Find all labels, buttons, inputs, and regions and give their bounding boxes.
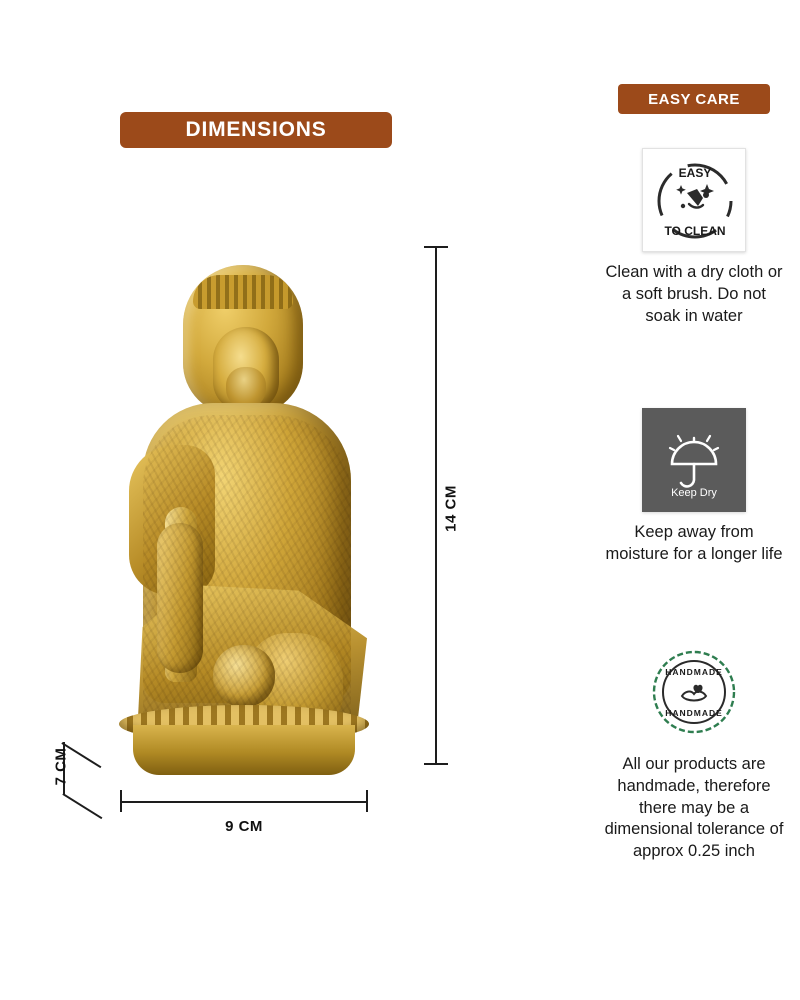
height-measurement-label: 14 CM: [442, 485, 460, 532]
easy-care-badge-label: EASY CARE: [648, 90, 740, 108]
width-measurement-label: 9 CM: [225, 818, 263, 835]
handmade-seal-icon: [642, 640, 746, 744]
care-item-caption: Keep away from moisture for a longer life: [605, 523, 783, 563]
dimensions-badge: [120, 112, 392, 148]
keep-dry-umbrella-icon: [642, 408, 746, 512]
easy-to-clean-icon-text-top: EASY: [678, 166, 712, 180]
dimensions-badge-label: DIMENSIONS: [185, 118, 327, 141]
handmade-icon-text-bottom: HANDMADE: [665, 708, 723, 718]
handmade-icon-text-top: HANDMADE: [665, 667, 723, 677]
brass-hanuman-idol-icon: [95, 255, 385, 800]
easy-care-badge: [618, 84, 770, 114]
care-icon-wrapper: [604, 408, 784, 512]
care-icon-wrapper: [604, 148, 784, 252]
easy-to-clean-icon-text-bottom: TO CLEAN: [664, 224, 726, 238]
care-item-caption: All our products are handmade, therefore there may be a dimensional tolerance of approx 0.25 inch: [604, 755, 784, 861]
care-item: [604, 148, 784, 327]
depth-measurement-label: 7 CM: [52, 747, 70, 786]
care-item-caption: Clean with a dry cloth or a soft brush. Do not soak in water: [605, 263, 783, 325]
care-item: [604, 640, 784, 863]
care-icon-wrapper: [604, 640, 784, 744]
keep-dry-icon-text: Keep Dry: [671, 487, 717, 499]
easy-to-clean-icon: [642, 148, 746, 252]
care-item: [604, 408, 784, 566]
product-image: [95, 255, 385, 800]
